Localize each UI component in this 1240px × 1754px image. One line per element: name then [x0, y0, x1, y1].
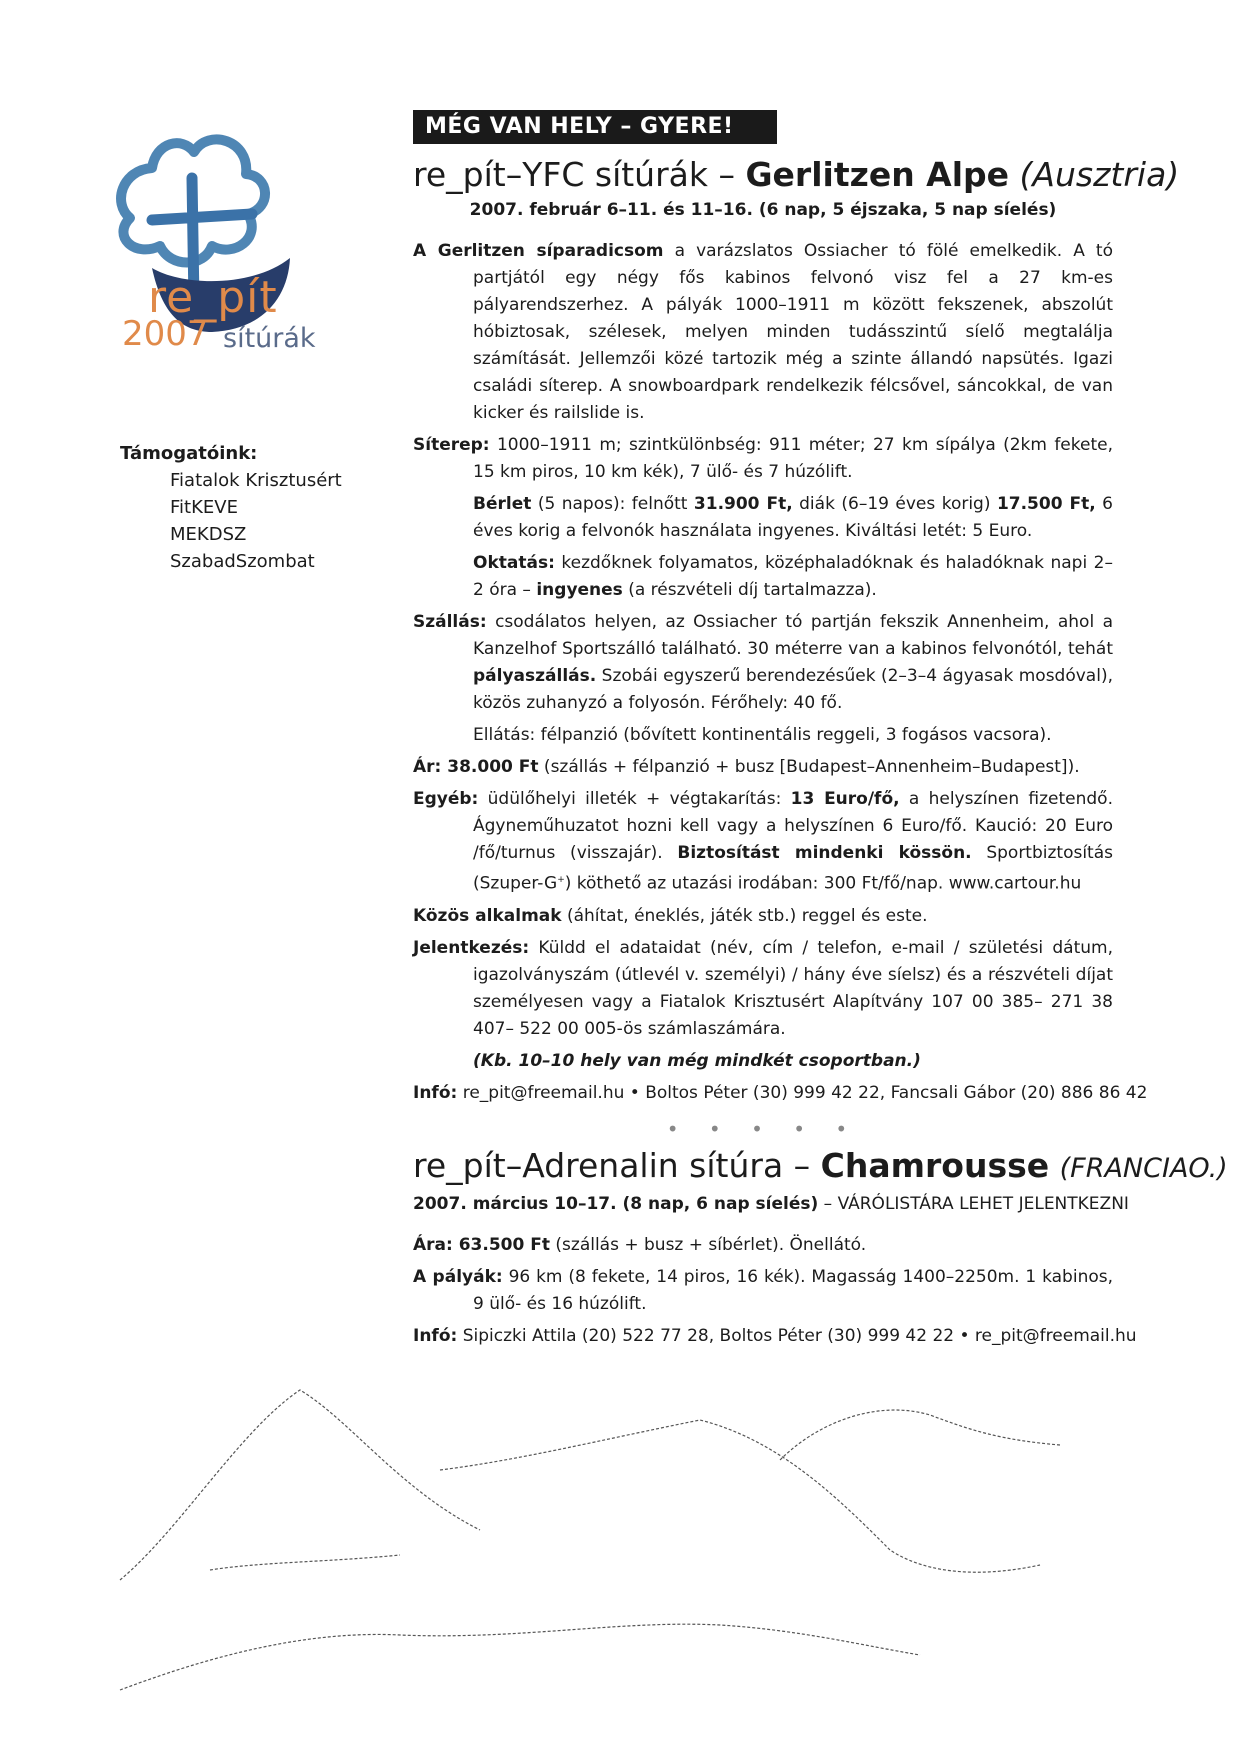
banner: MÉG VAN HELY – GYERE!	[413, 110, 777, 144]
trip1-title-country: (Ausztria)	[1019, 155, 1180, 194]
trip2-dates-bold: 2007. március 10–17. (8 nap, 6 nap síelés)	[413, 1193, 819, 1214]
sponsors-heading: Támogatóink:	[120, 443, 258, 464]
trip2-price	[413, 1232, 1113, 1259]
szallas-bold: pályaszállás.	[473, 666, 597, 686]
egyeb-text: a helyszínen fizetendő. Ágyneműhuzatot hozni kell vagy a helyszínen 6 Euro/fő. Kaució: 20 Euro /fő/turnus (visszajár).	[473, 789, 1113, 863]
berlet-student-price: 17.500 Ft,	[996, 494, 1096, 514]
trip1-remaining: (Kb. 10–10 hely van még mindkét csoportban.)	[473, 1050, 921, 1071]
sponsor-item: FitKEVE	[170, 497, 238, 518]
berlet-label: Bérlet	[473, 494, 532, 514]
mountain-line	[210, 1555, 400, 1570]
logo-year: 2007	[122, 314, 209, 354]
oktatas-free: ingyenes	[536, 580, 623, 600]
logo-word: re_pít	[148, 272, 278, 323]
mountain-decoration	[100, 1380, 1140, 1710]
trip2-dates	[413, 1193, 1129, 1214]
sponsor-item: MEKDSZ	[170, 524, 247, 545]
oktatas-label: Oktatás:	[473, 553, 555, 573]
trip1-intro-text: a varázslatos Ossiacher tó fölé emelkedik. A tó partjától egy négy fős kabinos felvonó visz fel a 27 km-es pályarendszerhez. A pályák 1000–1911 m között fekszenek, abszolút hóbiztosak, szélesek, melyen minden tudásszintű síelő megtalálja számítását. Jellemzői közé tartozik még a szinte állandó napsütés. Igazi családi síterep. A snowboardpark rendelkezik félcsővel, sáncokkal, de van kicker és railslide is.	[473, 241, 1113, 423]
trip1-info	[413, 1080, 1148, 1107]
trip1-oktatas	[413, 550, 1113, 604]
oktatas-text: (a részvételi díj tartalmazza).	[622, 580, 877, 600]
trip2-price-text: (szállás + busz + síbérlet). Önellátó.	[550, 1234, 867, 1255]
trip1-intro-label: A Gerlitzen síparadicsom	[413, 241, 664, 261]
sponsors-block	[120, 440, 342, 575]
trip1-title-prefix: re_pít–YFC sítúrák –	[413, 155, 746, 194]
trip1-dates: 2007. február 6–11. és 11–16. (6 nap, 5 éjszaka, 5 nap síelés)	[469, 200, 1057, 220]
trip1-title	[413, 152, 1180, 198]
berlet-text: (5 napos): felnőtt	[531, 494, 694, 514]
trip2-info-text: Sipiczki Attila (20) 522 77 28, Boltos Péter (30) 999 42 22 • re_pit@freemail.hu	[457, 1325, 1137, 1346]
jelentkezes-label: Jelentkezés:	[413, 937, 530, 958]
szallas-text: Szobái egyszerű berendezésűek (2–3–4 ágyasak mosdóval), közös zuhanyzó a folyosón. Férőhely: 40 fő.	[473, 666, 1113, 713]
egyeb-insurance: Biztosítást mindenki kössön.	[677, 843, 972, 863]
trip2-title-prefix: re_pít–Adrenalin sítúra –	[413, 1145, 821, 1185]
trip1-szallas	[413, 609, 1113, 717]
section-separator: • • • • •	[666, 1116, 860, 1141]
szallas-text: csodálatos helyen, az Ossiacher tó partján fekszik Annenheim, ahol a Kanzelhof Sportszálló található. 30 méterre van a kabinos felvonótól, tehát	[473, 612, 1113, 659]
info-label: Infó:	[413, 1082, 458, 1103]
egyeb-text: Sportbiztosítás (Szuper-G	[473, 843, 1113, 894]
trip1-intro	[413, 238, 1113, 427]
info-text: re_pit@freemail.hu • Boltos Péter (30) 999 42 22, Fancsali Gábor (20) 886 86 42	[457, 1082, 1148, 1103]
sponsor-item: SzabadSzombat	[170, 551, 315, 572]
trip2-title-country: (FRANCIAO.)	[1059, 1152, 1228, 1184]
trip2-title	[413, 1143, 1228, 1192]
kozos-text: (áhítat, éneklés, játék stb.) reggel és este.	[561, 905, 928, 926]
trip1-price	[413, 754, 1113, 781]
logo-subtitle: sítúrák	[223, 323, 316, 354]
mountain-line	[440, 1420, 1040, 1572]
price-text: (szállás + félpanzió + busz [Budapest–Annenheim–Budapest]).	[538, 757, 1080, 777]
trip1-jelentkezes	[413, 935, 1113, 1043]
egyeb-text: üdülőhelyi illeték + végtakarítás:	[478, 789, 791, 809]
berlet-adult-price: 31.900 Ft,	[693, 494, 793, 514]
siterep-label: Síterep:	[413, 435, 490, 455]
trip2-price-label: Ára: 63.500 Ft	[413, 1234, 550, 1255]
mountain-line	[780, 1410, 1060, 1460]
trip2-palyak-text: 96 km (8 fekete, 14 piros, 16 kék). Magasság 1400–2250m. 1 kabinos, 9 ülő- és 16 húzólift.	[473, 1266, 1113, 1314]
egyeb-fee: 13 Euro/fő,	[790, 789, 900, 809]
trip2-info-label: Infó:	[413, 1325, 458, 1346]
trip2-waitlist: – VÁRÓLISTÁRA LEHET JELENTKEZNI	[818, 1193, 1129, 1214]
berlet-text: diák (6–19 éves korig)	[792, 494, 997, 514]
trip2-info	[413, 1323, 1137, 1350]
trip1-siterep	[413, 432, 1113, 486]
egyeb-text: ) köthető az utazási irodában: 300 Ft/fő/nap. www.cartour.hu	[564, 873, 1082, 894]
trip1-berlet	[413, 491, 1113, 545]
mountain-line	[120, 1624, 920, 1690]
sponsors-list	[120, 467, 342, 575]
kozos-label: Közös alkalmak	[413, 905, 562, 926]
mountain-line	[120, 1390, 480, 1580]
sponsor-item: Fiatalok Krisztusért	[170, 470, 342, 491]
trip1-kozos	[413, 903, 1113, 930]
main-column	[413, 110, 1228, 1350]
siterep-text: 1000–1911 m; szintkülönbség: 911 méter; 27 km sípálya (2km fekete, 15 km piros, 10 km kék), 7 ülő- és 7 húzólift.	[473, 435, 1113, 482]
trip2-palyak-label: A pályák:	[413, 1266, 503, 1287]
trip2-title-resort: Chamrousse	[820, 1145, 1050, 1185]
trip1-egyeb	[413, 786, 1113, 898]
szallas-label: Szállás:	[413, 612, 487, 632]
egyeb-label: Egyéb:	[413, 789, 479, 809]
price-label: Ár: 38.000 Ft	[413, 757, 539, 777]
egyeb-sup: +	[557, 875, 565, 885]
jelentkezes-text: Küldd el adataidat (név, cím / telefon, e-mail / születési dátum, igazolványszám (útlevél v. személyi) / hány éve síelsz) és a részvételi díjat személyesen vagy a Fiatalok Krisztusért Alapítvány 107 00 385– 271 38 407– 522 00 005-ös számlaszámára.	[473, 937, 1113, 1039]
oktatas-text: kezdőknek folyamatos, középhaladóknak és haladóknak napi 2–2 óra –	[473, 553, 1113, 600]
trip2-palyak	[413, 1264, 1113, 1318]
trip1-title-resort: Gerlitzen Alpe	[745, 155, 1010, 194]
trip1-ellatas: Ellátás: félpanzió (bővített kontinentális reggeli, 3 fogásos vacsora).	[473, 725, 1052, 745]
berlet-text: 6 éves korig a felvonók használata ingyenes. Kiváltási letét: 5 Euro.	[473, 494, 1113, 541]
